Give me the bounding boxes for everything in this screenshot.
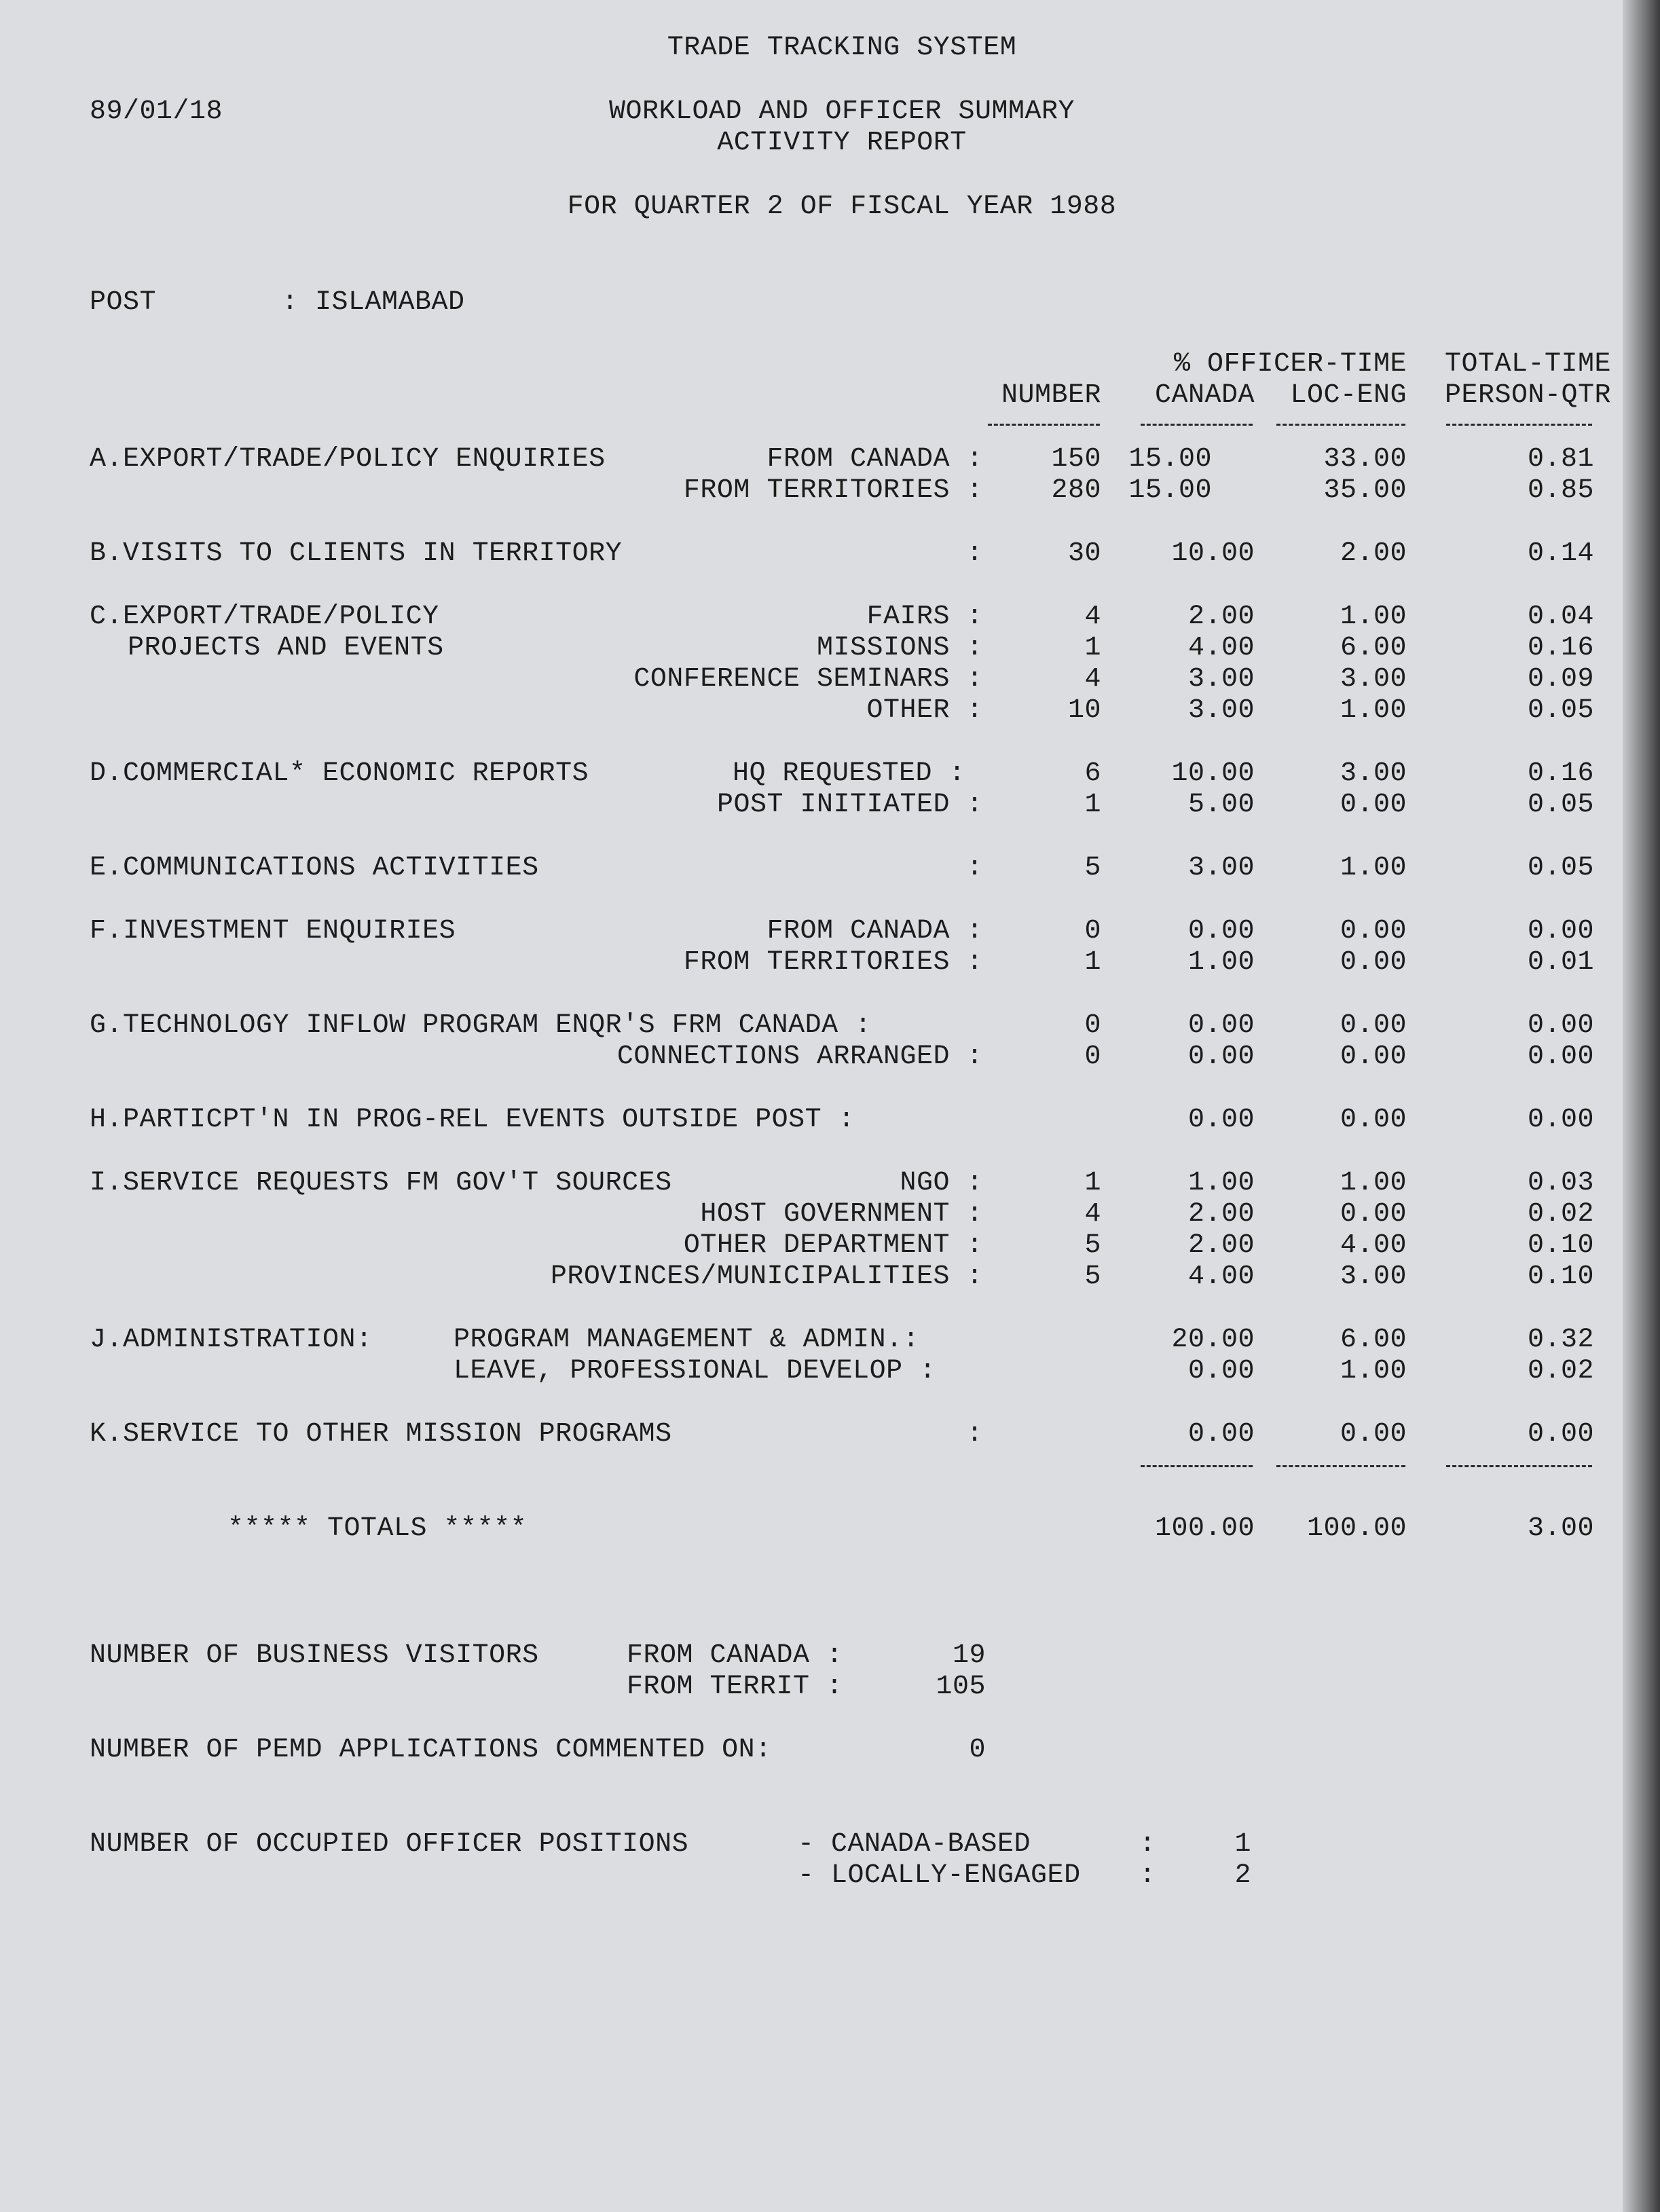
row-loc-eng: 35.00 [1323,475,1407,506]
pemd-value: 0 [969,1735,986,1765]
row-loc-eng: 4.00 [1340,1230,1407,1261]
row-person-qtr: 0.16 [1527,758,1594,789]
row-section: H.PARTICPT'N IN PROG-REL EVENTS OUTSIDE POST : [90,1105,855,1135]
positions-local-label: - LOCALLY-ENGAGED [798,1860,1081,1891]
row-person-qtr: 0.00 [1527,1105,1594,1135]
row-number: 6 [1084,758,1101,789]
row-label: FAIRS : [866,602,983,632]
row-number: 1 [1084,1168,1101,1198]
row-label: MISSIONS : [816,633,983,663]
row-number: 4 [1084,1199,1101,1230]
header-rule-person-qtr [1446,424,1592,426]
totals-canada: 100.00 [1154,1513,1255,1544]
row-section: I.SERVICE REQUESTS FM GOV'T SOURCES [90,1168,672,1198]
post-value: : ISLAMABAD [282,287,465,318]
row-section: PROJECTS AND EVENTS [128,633,444,663]
system-title: TRADE TRACKING SYSTEM [667,33,1017,63]
row-person-qtr: 0.32 [1527,1325,1594,1355]
row-person-qtr: 0.10 [1527,1261,1594,1292]
row-number: 150 [1051,444,1101,475]
row-number: 5 [1084,853,1101,883]
row-canada: 15.00 [1128,444,1212,475]
positions-canada-label: - CANADA-BASED [798,1829,1031,1860]
totals-person-qtr: 3.00 [1527,1513,1594,1544]
row-label: OTHER DEPARTMENT : [683,1230,983,1261]
row-section: C.EXPORT/TRADE/POLICY [90,602,439,632]
row-section: G.TECHNOLOGY INFLOW PROGRAM ENQR'S FRM CANADA : [90,1010,872,1041]
row-label: FROM TERRITORIES : [683,947,983,978]
row-person-qtr: 0.00 [1527,1419,1594,1450]
row-label: HOST GOVERNMENT : [700,1199,983,1230]
row-canada: 0.00 [1187,1419,1255,1450]
visitors-territ-value: 105 [936,1672,986,1702]
row-number: 4 [1084,602,1101,632]
col-header-person-qtr: PERSON-QTR [1444,380,1611,411]
row-label: CONNECTIONS ARRANGED : [616,1042,983,1072]
row-person-qtr: 0.05 [1527,695,1594,726]
col-header-canada: CANADA [1154,380,1255,411]
post-label: POST [90,287,157,318]
row-loc-eng: 0.00 [1340,1419,1407,1450]
row-loc-eng: 3.00 [1340,1261,1407,1292]
row-label: FROM CANADA : [767,444,983,475]
row-label: : [966,1419,983,1450]
visitors-territ-label: FROM TERRIT : [627,1672,843,1702]
report-period: FOR QUARTER 2 OF FISCAL YEAR 1988 [567,191,1117,222]
row-loc-eng: 1.00 [1340,853,1407,883]
row-number: 4 [1084,664,1101,695]
positions-local-value: 2 [1234,1860,1251,1891]
row-person-qtr: 0.05 [1527,853,1594,883]
row-number: 30 [1067,538,1101,569]
report-title: WORKLOAD AND OFFICER SUMMARY [608,96,1075,127]
row-loc-eng: 0.00 [1340,947,1407,978]
row-canada: 3.00 [1187,664,1255,695]
row-person-qtr: 0.02 [1527,1199,1594,1230]
row-canada: 3.00 [1187,695,1255,726]
col-header-officer-time: % OFFICER-TIME [1173,349,1407,380]
row-person-qtr: 0.02 [1527,1356,1594,1386]
row-loc-eng: 0.00 [1340,1105,1407,1135]
visitors-label: NUMBER OF BUSINESS VISITORS [90,1640,539,1671]
row-label: OTHER : [866,695,983,726]
positions-canada-colon: : [1139,1829,1156,1860]
row-canada: 20.00 [1171,1325,1255,1355]
row-number: 1 [1084,790,1101,820]
row-number: 5 [1084,1261,1101,1292]
pemd-label: NUMBER OF PEMD APPLICATIONS COMMENTED ON: [90,1735,772,1765]
row-label: NGO : [900,1168,983,1198]
row-canada: 1.00 [1187,947,1255,978]
row-canada: 4.00 [1187,633,1255,663]
row-section: J.ADMINISTRATION: [90,1325,373,1355]
row-canada: 2.00 [1187,602,1255,632]
row-section: B.VISITS TO CLIENTS IN TERRITORY [90,538,623,569]
row-person-qtr: 0.16 [1527,633,1594,663]
positions-label: NUMBER OF OCCUPIED OFFICER POSITIONS [90,1829,689,1860]
row-canada: 1.00 [1187,1168,1255,1198]
header-rule-canada [1141,424,1253,426]
row-person-qtr: 0.05 [1527,790,1594,820]
row-section: D.COMMERCIAL* ECONOMIC REPORTS [90,758,589,789]
row-label: : [966,853,983,883]
row-label: FROM TERRITORIES : [683,475,983,506]
row-section: A.EXPORT/TRADE/POLICY ENQUIRIES [90,444,606,475]
row-canada: 0.00 [1187,916,1255,946]
report-date: 89/01/18 [90,96,223,127]
row-number: 1 [1084,633,1101,663]
row-person-qtr: 0.10 [1527,1230,1594,1261]
row-canada: 15.00 [1128,475,1212,506]
row-person-qtr: 0.03 [1527,1168,1594,1198]
row-canada: 0.00 [1187,1105,1255,1135]
row-canada: 5.00 [1187,790,1255,820]
row-section: F.INVESTMENT ENQUIRIES [90,916,456,946]
row-canada: 2.00 [1187,1230,1255,1261]
row-loc-eng: 0.00 [1340,790,1407,820]
row-person-qtr: 0.81 [1527,444,1594,475]
row-person-qtr: 0.01 [1527,947,1594,978]
positions-canada-value: 1 [1234,1829,1251,1860]
row-loc-eng: 3.00 [1340,664,1407,695]
row-number: 10 [1067,695,1101,726]
row-canada: 0.00 [1187,1010,1255,1041]
row-number: 0 [1084,1042,1101,1072]
row-person-qtr: 0.00 [1527,916,1594,946]
totals-rule-person-qtr [1446,1465,1592,1467]
row-number: 0 [1084,916,1101,946]
row-label: PROVINCES/MUNICIPALITIES : [550,1261,983,1292]
row-number: 1 [1084,947,1101,978]
visitors-canada-value: 19 [952,1640,986,1671]
row-person-qtr: 0.85 [1527,475,1594,506]
col-header-number: NUMBER [1001,380,1101,411]
row-label: PROGRAM MANAGEMENT & ADMIN.: [454,1325,920,1355]
row-person-qtr: 0.09 [1527,664,1594,695]
row-canada: 10.00 [1171,758,1255,789]
row-loc-eng: 1.00 [1340,602,1407,632]
col-header-total-time: TOTAL-TIME [1444,349,1611,380]
row-canada: 0.00 [1187,1356,1255,1386]
row-label: LEAVE, PROFESSIONAL DEVELOP : [454,1356,936,1386]
row-number: 0 [1084,1010,1101,1041]
row-number: 5 [1084,1230,1101,1261]
row-label: FROM CANADA : [767,916,983,946]
row-label: : [966,538,983,569]
row-loc-eng: 1.00 [1340,1356,1407,1386]
row-canada: 10.00 [1171,538,1255,569]
row-label: HQ REQUESTED : [732,758,965,789]
row-number: 280 [1051,475,1101,506]
row-canada: 4.00 [1187,1261,1255,1292]
row-section: E.COMMUNICATIONS ACTIVITIES [90,853,539,883]
row-loc-eng: 2.00 [1340,538,1407,569]
row-loc-eng: 1.00 [1340,1168,1407,1198]
visitors-canada-label: FROM CANADA : [627,1640,843,1671]
row-canada: 0.00 [1187,1042,1255,1072]
row-label: CONFERENCE SEMINARS : [633,664,983,695]
row-loc-eng: 0.00 [1340,916,1407,946]
header-rule-number [988,424,1100,426]
row-person-qtr: 0.00 [1527,1042,1594,1072]
row-loc-eng: 1.00 [1340,695,1407,726]
row-loc-eng: 6.00 [1340,633,1407,663]
row-person-qtr: 0.04 [1527,602,1594,632]
totals-label: ***** TOTALS ***** [227,1513,528,1544]
positions-local-colon: : [1139,1860,1156,1891]
report-subtitle: ACTIVITY REPORT [717,128,967,158]
row-loc-eng: 0.00 [1340,1199,1407,1230]
page-edge-shadow [1623,0,1660,2212]
row-loc-eng: 3.00 [1340,758,1407,789]
col-header-loc-eng: LOC-ENG [1290,380,1407,411]
row-person-qtr: 0.14 [1527,538,1594,569]
totals-rule-canada [1141,1465,1253,1467]
row-loc-eng: 0.00 [1340,1042,1407,1072]
row-label: POST INITIATED : [716,790,983,820]
totals-rule-loc-eng [1276,1465,1405,1467]
totals-loc-eng: 100.00 [1306,1513,1407,1544]
row-person-qtr: 0.00 [1527,1010,1594,1041]
header-rule-loc-eng [1276,424,1405,426]
row-loc-eng: 33.00 [1323,444,1407,475]
row-section: K.SERVICE TO OTHER MISSION PROGRAMS [90,1419,672,1450]
row-loc-eng: 0.00 [1340,1010,1407,1041]
row-canada: 2.00 [1187,1199,1255,1230]
row-loc-eng: 6.00 [1340,1325,1407,1355]
row-canada: 3.00 [1187,853,1255,883]
